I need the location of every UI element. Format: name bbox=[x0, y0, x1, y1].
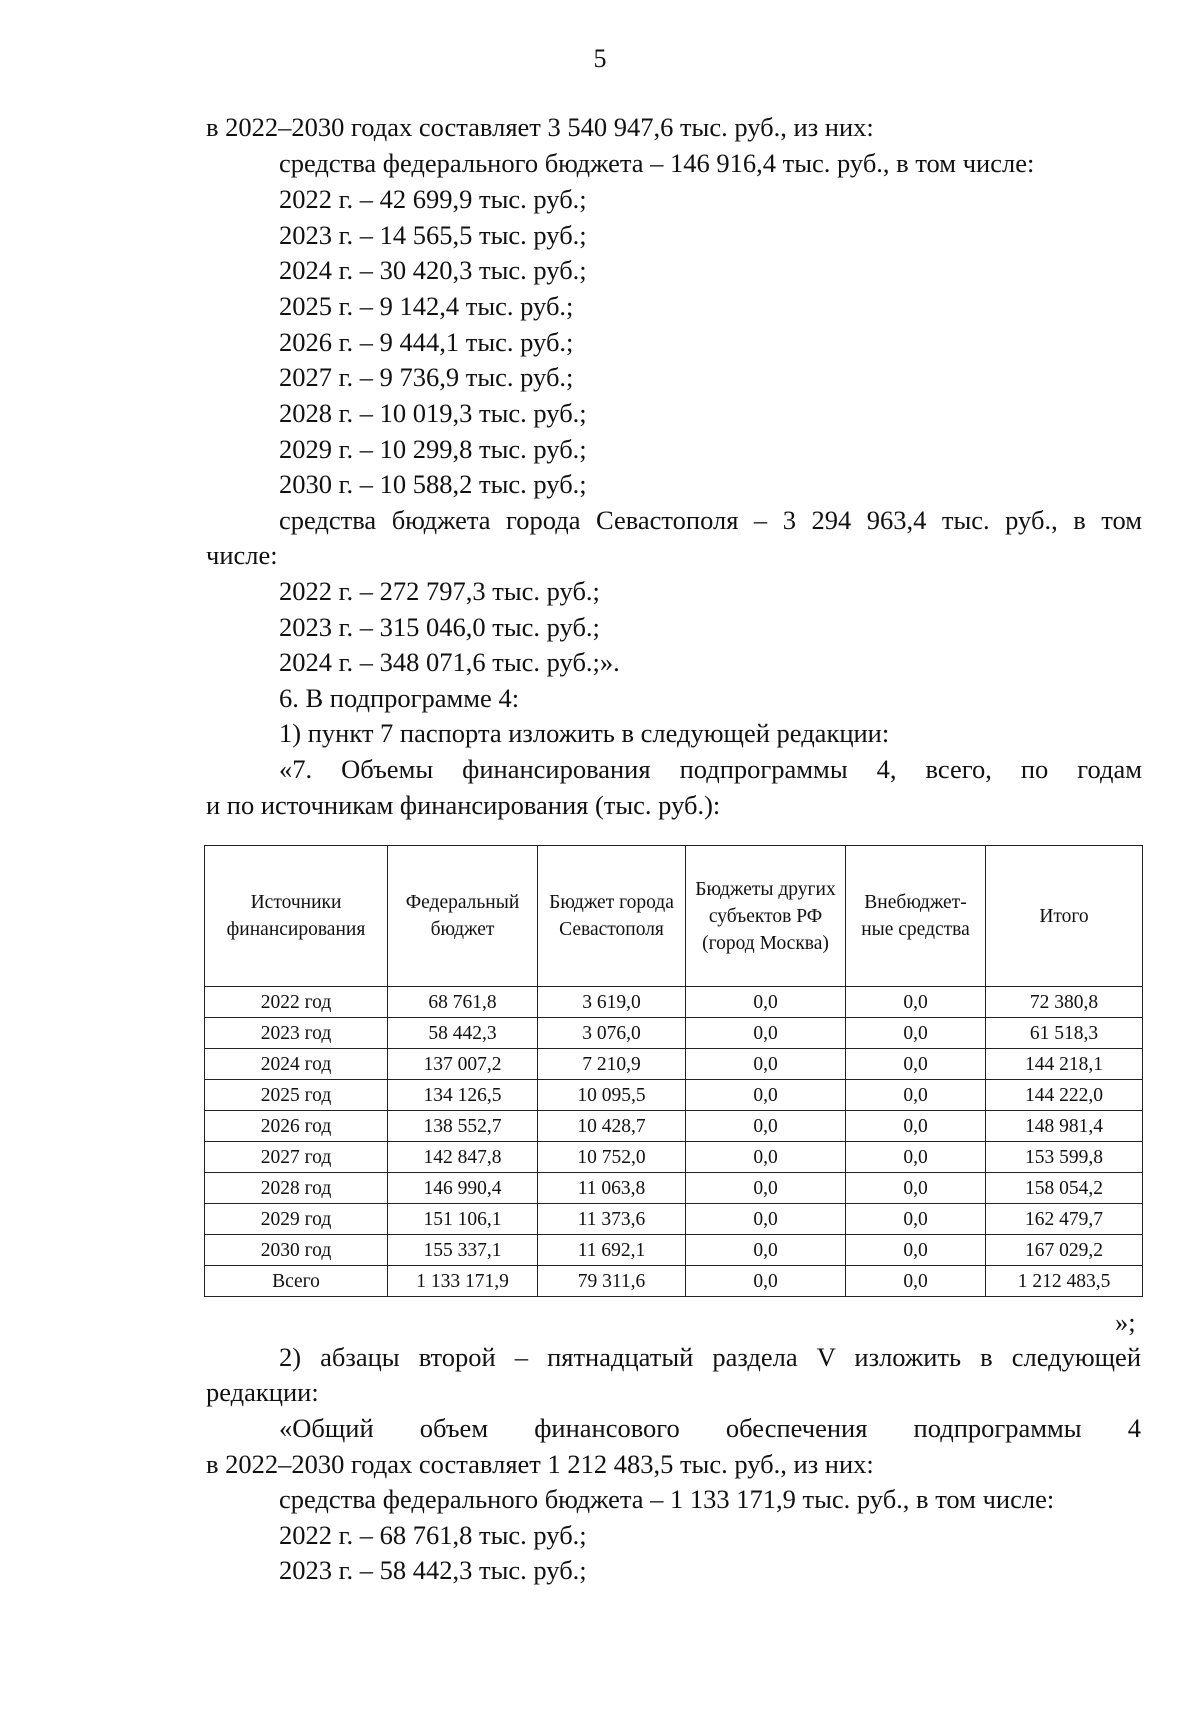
text-line: 6. В подпрограмме 4: bbox=[279, 683, 520, 713]
table-cell: 0,0 bbox=[846, 1204, 986, 1235]
table-row bbox=[205, 1235, 1143, 1266]
table-cell: 0,0 bbox=[846, 1142, 986, 1173]
table-cell: 10 095,5 bbox=[538, 1080, 686, 1111]
table-cell: 0,0 bbox=[846, 987, 986, 1018]
table-cell: 153 599,8 bbox=[986, 1142, 1143, 1173]
table-cell: 0,0 bbox=[846, 1111, 986, 1142]
text-line: 2026 г. – 9 444,1 тыс. руб.; bbox=[279, 327, 574, 357]
table-cell: 144 222,0 bbox=[986, 1080, 1143, 1111]
table-cell: 2024 год bbox=[205, 1049, 388, 1080]
header-sevastopol-budget: Бюджет города Севастополя bbox=[538, 846, 686, 987]
text-line: 2023 г. – 315 046,0 тыс. руб.; bbox=[279, 612, 600, 642]
text-line: числе: bbox=[206, 540, 278, 570]
table-row bbox=[205, 1018, 1143, 1049]
text-line: средства федерального бюджета – 1 133 171,9 тыс. руб., в том числе: bbox=[279, 1484, 1055, 1514]
table-cell: 0,0 bbox=[686, 1266, 846, 1297]
table-cell: 0,0 bbox=[686, 1173, 846, 1204]
table-cell: 162 479,7 bbox=[986, 1204, 1143, 1235]
table-row bbox=[205, 987, 1143, 1018]
text-line: редакции: bbox=[206, 1377, 319, 1407]
text-line: средства бюджета города Севастополя – 3 294 963,4 тыс. руб., в том bbox=[279, 505, 1142, 535]
table-total-row bbox=[205, 1266, 1143, 1297]
header-other-subjects-budget: Бюджеты других субъектов РФ (город Москва) bbox=[686, 846, 846, 987]
financing-table bbox=[204, 845, 1143, 1297]
text-line: 2023 г. – 14 565,5 тыс. руб.; bbox=[279, 220, 587, 250]
table-cell: 0,0 bbox=[686, 1080, 846, 1111]
text-line: «Общий объем финансового обеспечения подпрограммы 4 bbox=[279, 1413, 1141, 1443]
table-cell: 0,0 bbox=[846, 1173, 986, 1204]
header-extrabudgetary: Внебюджет-ные средства bbox=[846, 846, 986, 987]
text-line: 2027 г. – 9 736,9 тыс. руб.; bbox=[279, 362, 574, 392]
table-cell: 68 761,8 bbox=[388, 987, 538, 1018]
table-cell: 155 337,1 bbox=[388, 1235, 538, 1266]
table-cell: 0,0 bbox=[686, 1111, 846, 1142]
table-cell: 138 552,7 bbox=[388, 1111, 538, 1142]
table-cell: 0,0 bbox=[686, 1235, 846, 1266]
table-cell: 2023 год bbox=[205, 1018, 388, 1049]
table-cell: 0,0 bbox=[686, 1204, 846, 1235]
text-line: в 2022–2030 годах составляет 1 212 483,5 тыс. руб., из них: bbox=[206, 1449, 874, 1479]
table-header-row bbox=[205, 846, 1143, 987]
text-line: 2022 г. – 272 797,3 тыс. руб.; bbox=[279, 576, 600, 606]
table-cell: 11 692,1 bbox=[538, 1235, 686, 1266]
table-cell: 61 518,3 bbox=[986, 1018, 1143, 1049]
table-cell: 0,0 bbox=[686, 1018, 846, 1049]
table-cell: 2022 год bbox=[205, 987, 388, 1018]
text-line: в 2022–2030 годах составляет 3 540 947,6 тыс. руб., из них: bbox=[206, 112, 874, 142]
header-sources: Источники финансирования bbox=[205, 846, 388, 987]
table-cell: 134 126,5 bbox=[388, 1080, 538, 1111]
table-cell: 11 373,6 bbox=[538, 1204, 686, 1235]
text-line: 2024 г. – 30 420,3 тыс. руб.; bbox=[279, 255, 587, 285]
table-cell: 137 007,2 bbox=[388, 1049, 538, 1080]
text-line: и по источникам финансирования (тыс. руб.): bbox=[206, 790, 721, 820]
table-cell: 0,0 bbox=[686, 1142, 846, 1173]
text-line: средства федерального бюджета – 146 916,4 тыс. руб., в том числе: bbox=[279, 148, 1035, 178]
text-line: «7. Объемы финансирования подпрограммы 4, всего, по годам bbox=[279, 754, 1142, 784]
table-cell: 72 380,8 bbox=[986, 987, 1143, 1018]
table-cell: 2025 год bbox=[205, 1080, 388, 1111]
table-cell: 1 133 171,9 bbox=[388, 1266, 538, 1297]
table-row bbox=[205, 1142, 1143, 1173]
table-row bbox=[205, 1204, 1143, 1235]
text-line: 2025 г. – 9 142,4 тыс. руб.; bbox=[279, 291, 574, 321]
text-line: 2) абзацы второй – пятнадцатый раздела V изложить в следующей bbox=[279, 1342, 1141, 1372]
table-row bbox=[205, 1080, 1143, 1111]
table-cell: 148 981,4 bbox=[986, 1111, 1143, 1142]
table-cell: 142 847,8 bbox=[388, 1142, 538, 1173]
table-cell: 0,0 bbox=[846, 1049, 986, 1080]
text-line: 2030 г. – 10 588,2 тыс. руб.; bbox=[279, 469, 587, 499]
table-cell: 146 990,4 bbox=[388, 1173, 538, 1204]
table-cell: 0,0 bbox=[846, 1080, 986, 1111]
header-federal-budget: Федеральный бюджет bbox=[388, 846, 538, 987]
table-cell: 2028 год bbox=[205, 1173, 388, 1204]
header-total: Итого bbox=[986, 846, 1143, 987]
table-cell: 0,0 bbox=[846, 1266, 986, 1297]
table-cell: 58 442,3 bbox=[388, 1018, 538, 1049]
table-cell: 10 428,7 bbox=[538, 1111, 686, 1142]
table-cell: 2030 год bbox=[205, 1235, 388, 1266]
text-line: 2028 г. – 10 019,3 тыс. руб.; bbox=[279, 398, 587, 428]
table-cell: 1 212 483,5 bbox=[986, 1266, 1143, 1297]
table-cell: 3 619,0 bbox=[538, 987, 686, 1018]
text-line: 2029 г. – 10 299,8 тыс. руб.; bbox=[279, 434, 587, 464]
table-cell: 151 106,1 bbox=[388, 1204, 538, 1235]
table-cell: 2027 год bbox=[205, 1142, 388, 1173]
table-cell: Всего bbox=[205, 1266, 388, 1297]
table-row bbox=[205, 1111, 1143, 1142]
table-cell: 0,0 bbox=[686, 987, 846, 1018]
table-row bbox=[205, 1049, 1143, 1080]
closing-quote: »; bbox=[1115, 1307, 1136, 1337]
table-cell: 79 311,6 bbox=[538, 1266, 686, 1297]
table-row bbox=[205, 1173, 1143, 1204]
table-cell: 11 063,8 bbox=[538, 1173, 686, 1204]
table-cell: 2029 год bbox=[205, 1204, 388, 1235]
table-cell: 144 218,1 bbox=[986, 1049, 1143, 1080]
text-line: 2024 г. – 348 071,6 тыс. руб.;». bbox=[279, 647, 620, 677]
table-cell: 158 054,2 bbox=[986, 1173, 1143, 1204]
text-line: 2022 г. – 68 761,8 тыс. руб.; bbox=[279, 1520, 587, 1550]
table-cell: 0,0 bbox=[846, 1018, 986, 1049]
table-cell: 3 076,0 bbox=[538, 1018, 686, 1049]
page-number: 5 bbox=[593, 44, 607, 73]
table-cell: 2026 год bbox=[205, 1111, 388, 1142]
table-cell: 0,0 bbox=[686, 1049, 846, 1080]
text-line: 2023 г. – 58 442,3 тыс. руб.; bbox=[279, 1555, 587, 1585]
table-cell: 10 752,0 bbox=[538, 1142, 686, 1173]
table-cell: 7 210,9 bbox=[538, 1049, 686, 1080]
text-line: 2022 г. – 42 699,9 тыс. руб.; bbox=[279, 184, 587, 214]
table-cell: 0,0 bbox=[846, 1235, 986, 1266]
text-line: 1) пункт 7 паспорта изложить в следующей редакции: bbox=[279, 718, 890, 748]
table-cell: 167 029,2 bbox=[986, 1235, 1143, 1266]
